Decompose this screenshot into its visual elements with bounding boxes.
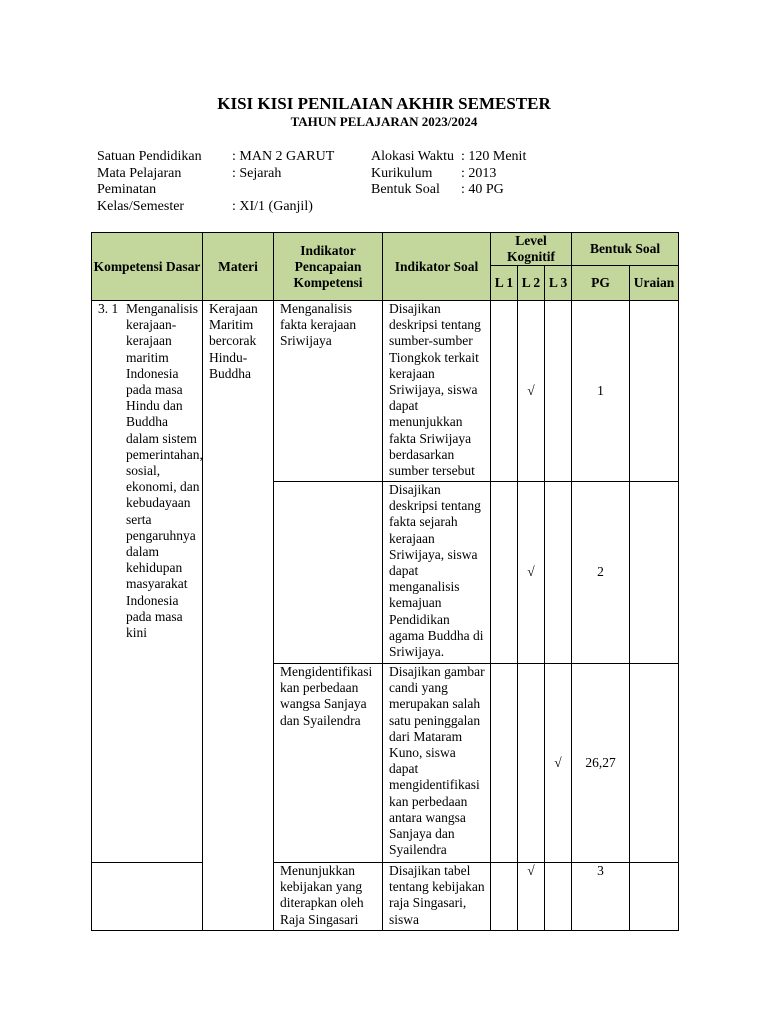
meta-right-values — [461, 149, 561, 199]
indikator-soal-cell: Disajikan gambar candi yang merupakan salah satu peninggalan dari Mataram Kuno, siswa dapat mengidentifikasi kan perbedaan antara wangsa Sanjaya dan Syailendra — [383, 664, 491, 863]
header-indikator-pencapaian: Indikator Pencapaian Kompetensi — [274, 233, 383, 301]
l3-cell — [545, 301, 572, 482]
l2-cell — [518, 664, 545, 863]
header-l2: L 2 — [518, 266, 545, 301]
header-l3: L 3 — [545, 266, 572, 301]
meta-label: Alokasi Waktu — [371, 149, 454, 164]
l1-cell — [491, 301, 518, 482]
header-indikator-soal: Indikator Soal — [383, 233, 491, 301]
indikator-soal-cell: Disajikan deskripsi tentang sumber-sumber Tiongkok terkait kerajaan Sriwijaya, siswa dapat menunjukkan fakta Sriwijaya berdasarkan sumber tersebut — [383, 301, 491, 482]
pg-cell: 3 — [572, 863, 630, 931]
indikator-soal-cell: Disajikan deskripsi tentang fakta sejarah kerajaan Sriwijaya, siswa dapat menganalisis kemajuan Pendidikan agama Buddha di Sriwijaya. — [383, 482, 491, 664]
meta-value: : 40 PG — [461, 182, 504, 197]
uraian-cell — [630, 863, 679, 931]
header-pg: PG — [572, 266, 630, 301]
l1-cell — [491, 863, 518, 931]
meta-right-labels — [371, 149, 461, 199]
meta-left-values — [232, 149, 362, 215]
table-row — [92, 863, 679, 931]
document-title: KISI KISI PENILAIAN AKHIR SEMESTER — [217, 94, 551, 113]
l3-cell — [545, 863, 572, 931]
meta-label: Mata Pelajaran — [97, 165, 182, 181]
meta-value — [232, 182, 362, 199]
pg-cell: 26,27 — [572, 664, 630, 863]
table-row — [92, 301, 679, 482]
uraian-cell — [630, 482, 679, 664]
header-kompetensi-dasar: Kompetensi Dasar — [92, 233, 203, 301]
kd-number: 3. 1 — [98, 301, 119, 316]
header-uraian: Uraian — [630, 266, 679, 301]
uraian-cell — [630, 301, 679, 482]
ipk-cell: Menunjukkan kebijakan yang diterapkan oleh Raja Singasari — [274, 863, 383, 931]
kisi-kisi-table — [91, 232, 679, 931]
meta-value: : 2013 — [461, 165, 497, 181]
kompetensi-dasar-cell — [92, 301, 203, 863]
meta-label: Kurikulum — [371, 165, 433, 181]
meta-value: : Sejarah — [232, 165, 282, 181]
ipk-cell: Menganalisis fakta kerajaan Sriwijaya — [274, 301, 383, 482]
meta-label: Kelas/Semester — [97, 198, 185, 214]
header-bentuk-soal: Bentuk Soal — [572, 233, 679, 266]
meta-label: Satuan Pendidikan — [97, 149, 202, 164]
materi-cell: Kerajaan Maritim bercorak Hindu-Buddha — [203, 301, 274, 931]
meta-label: Bentuk Soal — [371, 182, 440, 197]
ipk-cell — [274, 482, 383, 664]
l3-cell: √ — [545, 664, 572, 863]
l1-cell — [491, 482, 518, 664]
l1-cell — [491, 664, 518, 863]
uraian-cell — [630, 664, 679, 863]
pg-cell: 1 — [572, 301, 630, 482]
l2-cell: √ — [518, 482, 545, 664]
pg-cell: 2 — [572, 482, 630, 664]
ipk-cell: Mengidentifikasi kan perbedaan wangsa Sanjaya dan Syailendra — [274, 664, 383, 863]
document-subtitle: TAHUN PELAJARAN 2023/2024 — [290, 114, 478, 129]
meta-value: : MAN 2 GARUT — [232, 149, 335, 164]
meta-value: : XI/1 (Ganjil) — [232, 198, 313, 214]
header-materi: Materi — [203, 233, 274, 301]
l2-cell: √ — [518, 301, 545, 482]
header-level-kognitif: Level Kognitif — [491, 233, 572, 266]
meta-left-labels — [97, 149, 231, 215]
l2-cell: √ — [518, 863, 545, 931]
kd-text: Menganalisis kerajaan-kerajaan maritim Indonesia pada masa Hindu dan Buddha dalam sistem pemerintahan, sosial, ekonomi, dan kebudayaan serta pengaruhnya dalam kehidupan masyarakat Indonesia pada masa kini — [126, 301, 203, 641]
kompetensi-dasar-cell — [92, 863, 203, 931]
header-l1: L 1 — [491, 266, 518, 301]
meta-value: : 120 Menit — [461, 149, 527, 164]
l3-cell — [545, 482, 572, 664]
meta-label: Peminatan — [97, 182, 157, 197]
indikator-soal-cell: Disajikan tabel tentang kebijakan raja Singasari, siswa — [383, 863, 491, 931]
